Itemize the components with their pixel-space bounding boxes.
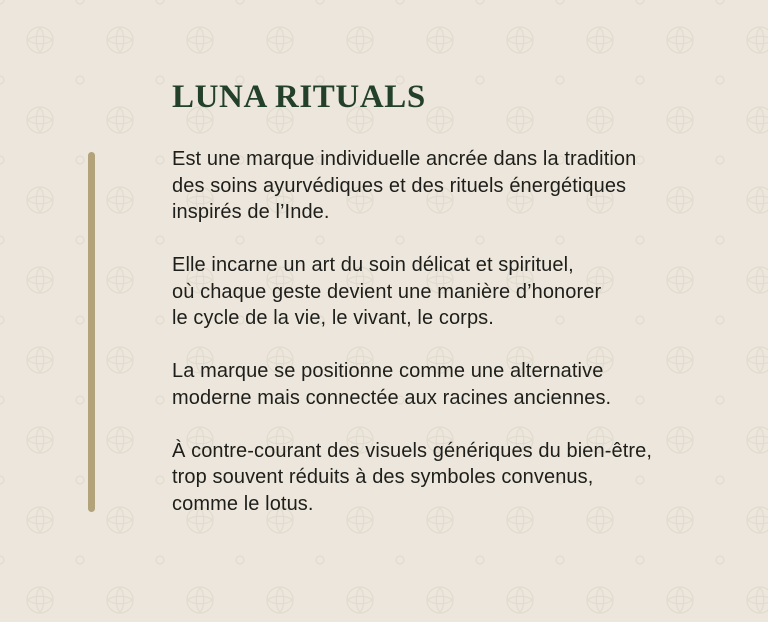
paragraph-line: La marque se positionne comme une alternative — [172, 360, 604, 382]
text-block — [172, 78, 762, 517]
paragraph-line: le cycle de la vie, le vivant, le corps. — [172, 307, 494, 329]
accent-bar — [88, 152, 95, 512]
paragraph-line: comme le lotus. — [172, 492, 314, 515]
paragraph-art — [172, 252, 762, 332]
paragraph-line: Est une marque individuelle ancrée dans la tradition — [172, 148, 637, 170]
paragraph-positioning — [172, 358, 762, 411]
paragraph-line: inspirés de l’Inde. — [172, 201, 330, 223]
paragraph-line: moderne mais connectée aux racines anciennes. — [172, 386, 612, 409]
paragraph-line: des soins ayurvédiques et des rituels énergétiques — [172, 174, 627, 197]
brand-title: LUNA RITUALS — [172, 79, 426, 115]
paragraph-contrast — [172, 438, 762, 518]
paragraph-intro — [172, 146, 762, 226]
paragraph-line: trop souvent réduits à des symboles convenus, — [172, 466, 594, 488]
paragraph-line: À contre-courant des visuels génériques du bien-être, — [172, 439, 653, 462]
paragraph-line: où chaque geste devient une manière d’honorer — [172, 280, 602, 303]
paragraph-line: Elle incarne un art du soin délicat et spirituel, — [172, 254, 574, 276]
